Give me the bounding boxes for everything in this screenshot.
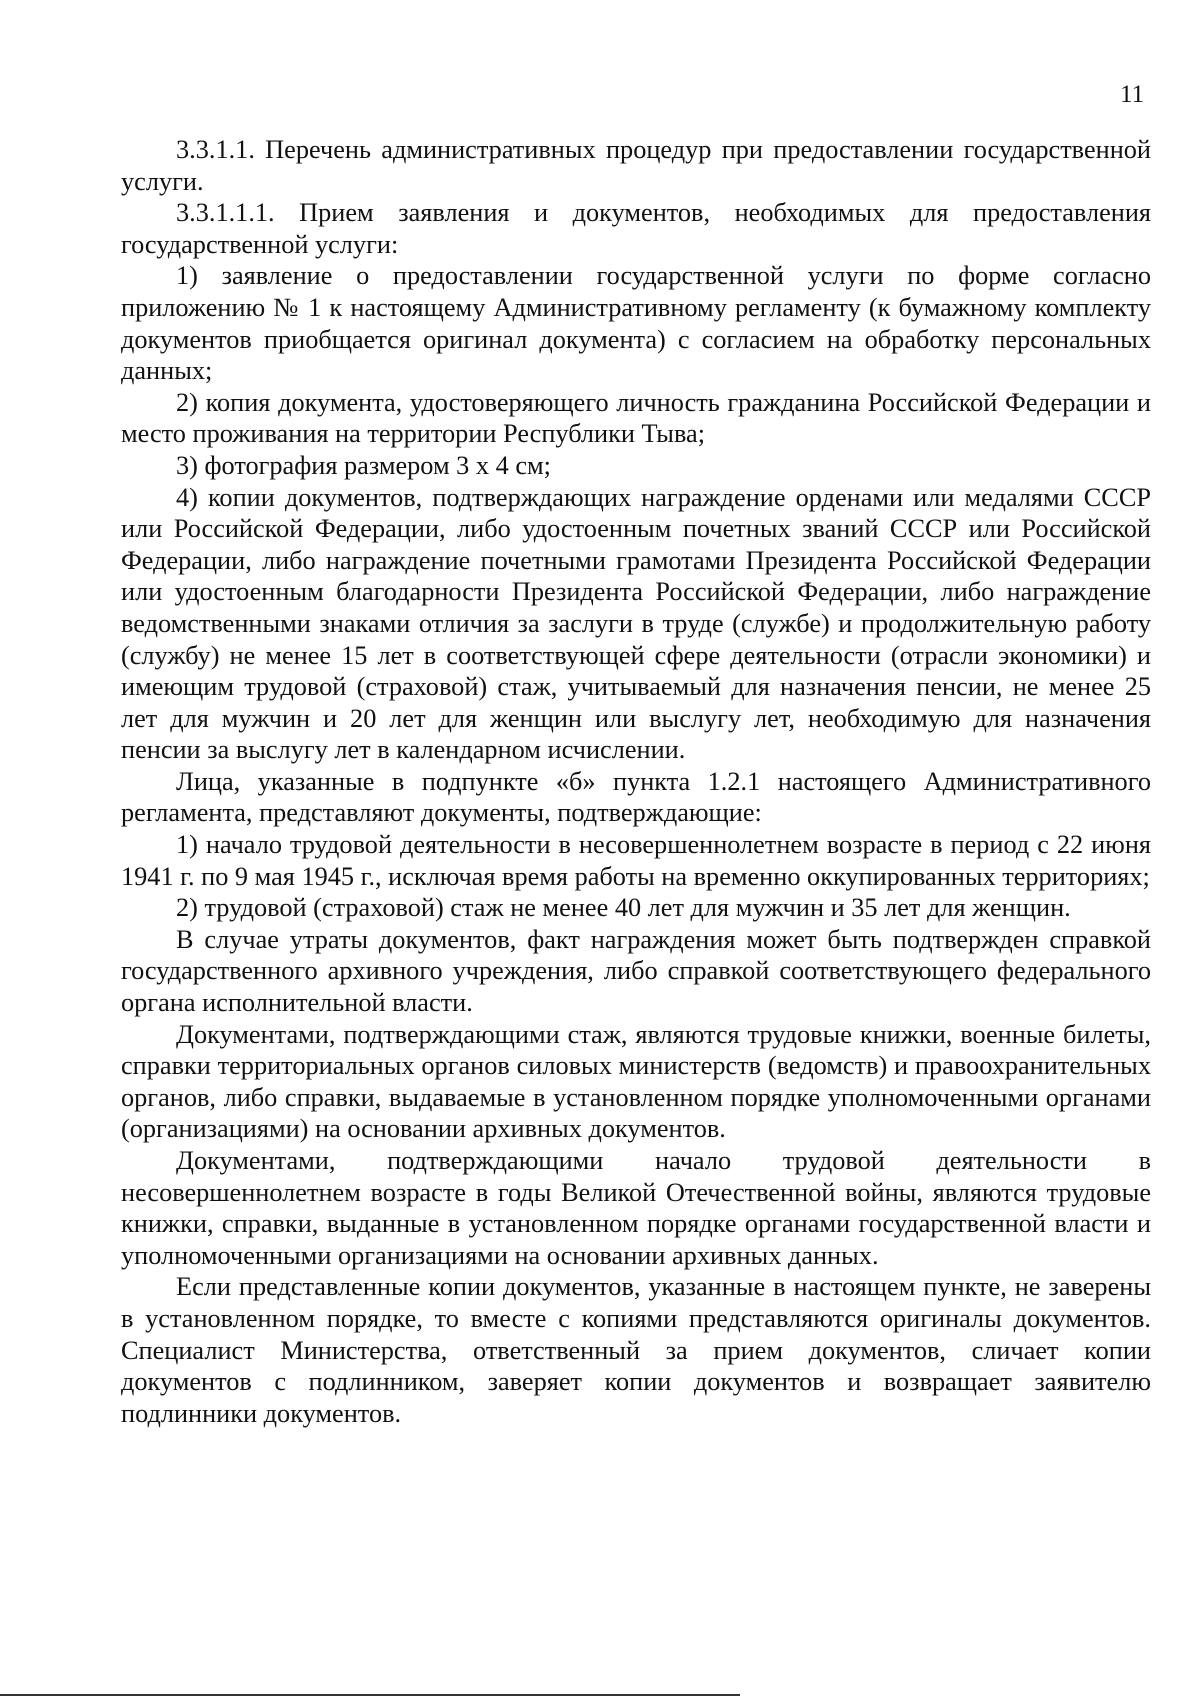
page-number: 11 (1120, 81, 1145, 108)
list-item-application: 1) заявление о предоставлении государственной услуги по форме согласно приложению № 1 к настоящему Административному регламенту (к бумажному комплекту документов приобщается оригинал документа) с согласием на обработку персональных данных; (121, 261, 1151, 386)
list-item-work-start: 1) начало трудовой деятельности в несовершеннолетнем возрасте в период с 22 июня 1941 г. по 9 мая 1945 г., исключая время работы на временно оккупированных территориях; (121, 830, 1151, 891)
scan-edge-line (0, 1694, 740, 1696)
paragraph-wartime-work-documents: Документами, подтверждающими начало трудовой деятельности в несовершеннолетнем возрасте в годы Великой Отечественной войны, являются трудовые книжки, справки, выданные в установленном порядке органами государственной власти и уполномоченными организациями на основании архивных данных. (121, 1146, 1151, 1270)
paragraph-persons-subclause-b: Лица, указанные в подпункте «б» пункта 1.2.1 настоящего Административного регламента, представляют документы, подтверждающие: (121, 766, 1151, 828)
paragraph-experience-documents: Документами, подтверждающими стаж, являются трудовые книжки, военные билеты, справки территориальных органов силовых министерств (ведомств) и правоохранительных органов, либо справки, выдаваемые в установленном порядке уполномоченными органами (организациями) на основании архивных документов. (121, 1019, 1151, 1144)
list-item-identity-document: 2) копия документа, удостоверяющего личность гражданина Российской Федерации и место проживания на территории Республики Тыва; (121, 387, 1151, 449)
paragraph-copies-certification: Если представленные копии документов, указанные в настоящем пункте, не заверены в установленном порядке, то вместе с копиями представляются оригиналы документов. Специалист Министерства, ответственный за прием документов, сличает копии документов с подлинником, заверяет копии документов и возвращает заявителю подлинники документов. (121, 1272, 1151, 1428)
list-item-photo: 3) фотография размером 3 х 4 см; (176, 450, 551, 480)
paragraph-lost-documents: В случае утраты документов, факт награждения может быть подтвержден справкой государственного архивного учреждения, либо справкой соответствующего федерального органа исполнительной власти. (121, 924, 1151, 1018)
list-item-work-experience: 2) трудовой (страховой) стаж не менее 40 лет для мужчин и 35 лет для женщин. (176, 893, 1071, 923)
document-body (121, 134, 1151, 1429)
section-heading-3-3-1-1: 3.3.1.1. Перечень административных процедур при предоставлении государственной услуги. (121, 135, 1151, 196)
list-item-award-documents: 4) копии документов, подтверждающих награждение орденами или медалями СССР или Российской Федерации, либо удостоенным почетных званий СССР или Российской Федерации, либо награждение почетными грамотами Президента Российской Федерации или удостоенным благодарности Президента Российской Федерации, либо награждение ведомственными знаками отличия за заслуги в труде (службе) и продолжительную работу (службу) не менее 15 лет в соответствующей сфере деятельности (отрасли экономики) и имеющим трудовой (страховой) стаж, учитываемый для назначения пенсии, не менее 25 лет для мужчин и 20 лет для женщин или выслугу лет, необходимую для назначения пенсии за выслугу лет в календарном исчислении. (121, 482, 1151, 765)
section-heading-3-3-1-1-1: 3.3.1.1.1. Прием заявления и документов, необходимых для предоставления государственной услуги: (121, 198, 1151, 259)
